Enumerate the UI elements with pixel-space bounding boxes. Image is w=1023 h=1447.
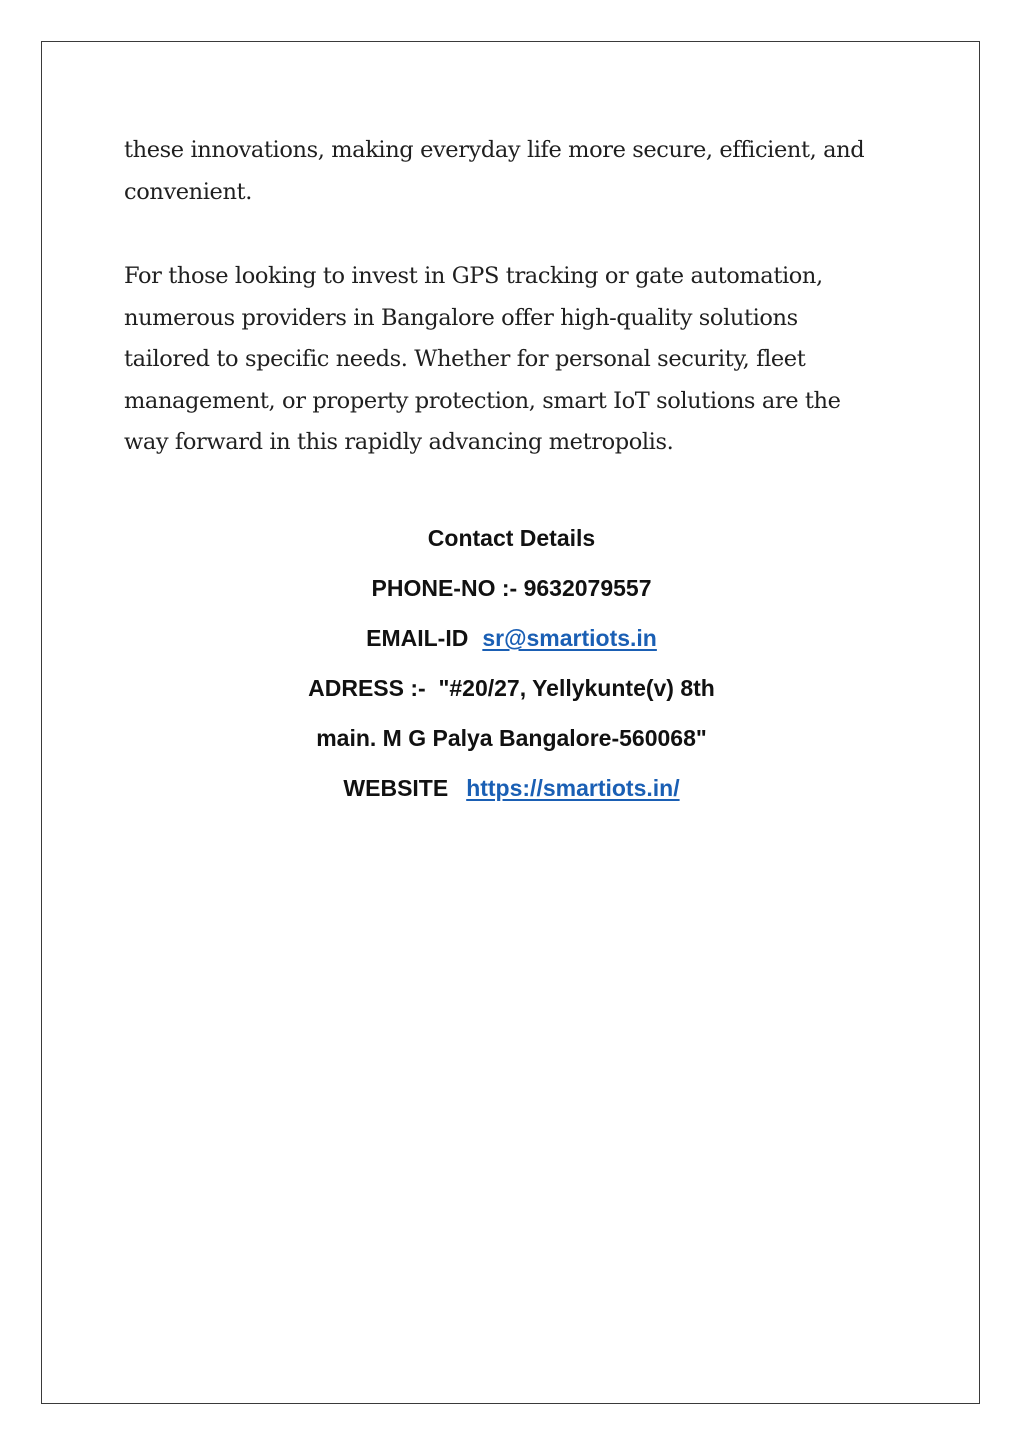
contact-email-row <box>0 623 1023 653</box>
website-link[interactable]: https://smartiots.in/ <box>466 775 680 801</box>
paragraph-line: convenient. <box>124 178 252 205</box>
paragraph-line: management, or property protection, smart IoT solutions are the <box>124 387 841 414</box>
paragraph-line: tailored to specific needs. Whether for personal security, fleet <box>124 346 806 372</box>
contact-heading: Contact Details <box>427 525 596 551</box>
paragraph-line: For those looking to invest in GPS tracking or gate automation, <box>124 263 823 289</box>
contact-phone: PHONE-NO :- 9632079557 <box>371 575 652 601</box>
paragraph-line: way forward in this rapidly advancing metropolis. <box>124 429 674 455</box>
paragraph-line: these innovations, making everyday life more secure, efficient, and <box>124 137 865 163</box>
contact-address-line-2: main. M G Palya Bangalore-560068" <box>316 725 707 751</box>
contact-address-line-1: ADRESS :- "#20/27, Yellykunte(v) 8th <box>308 675 715 701</box>
email-link[interactable]: sr@smartiots.in <box>482 625 657 651</box>
website-label: WEBSITE <box>343 775 449 801</box>
contact-website-row <box>0 773 1023 803</box>
body-paragraph-2 <box>124 256 894 464</box>
email-label: EMAIL-ID <box>366 625 469 651</box>
paragraph-line: numerous providers in Bangalore offer high-quality solutions <box>124 304 798 331</box>
body-paragraph-1 <box>124 130 894 213</box>
